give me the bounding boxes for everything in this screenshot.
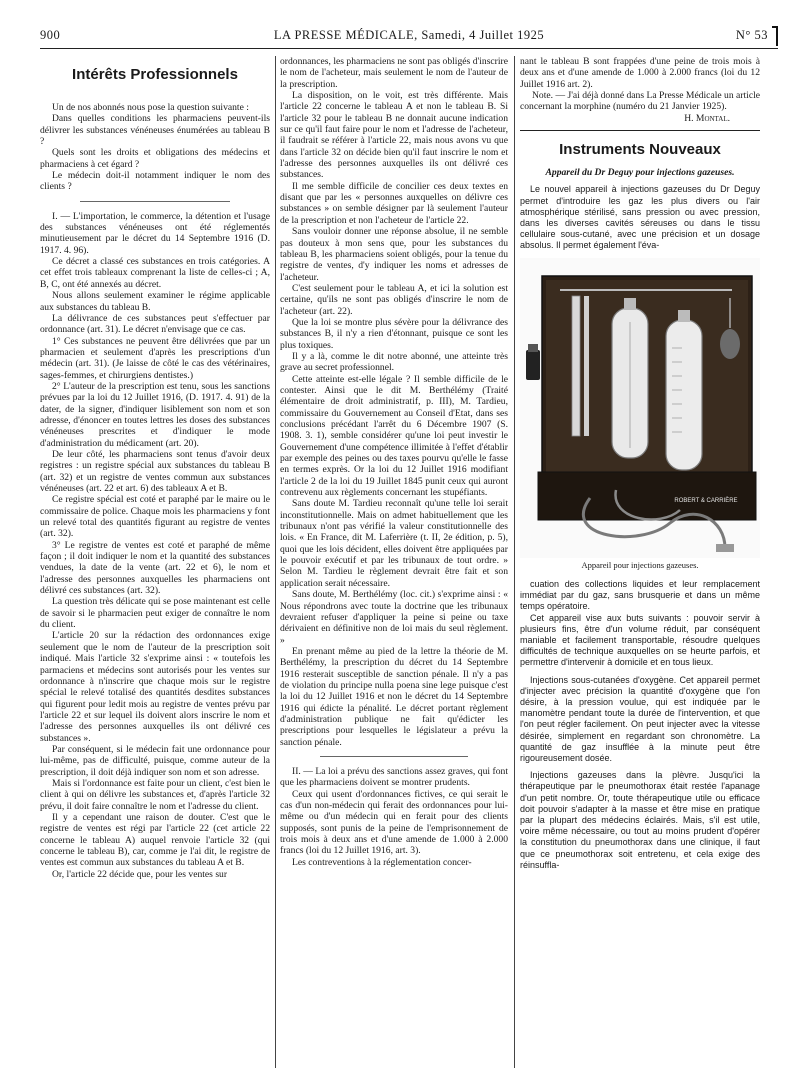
- paragraph: Ce registre spécial est coté et paraphé par le maire ou le commissaire de police. Chaque mois les pharmaciens y font un relevé total des quantités figurant au registre de ventes (art. 32).: [40, 494, 270, 540]
- paragraph: I. — L'importation, le commerce, la détention et l'usage des substances vénéneuses ont été réglementés minutieusement par le décret du 14 Septembre 1916 (D. 1917. 4. 96).: [40, 210, 270, 256]
- separator: [320, 756, 468, 758]
- section-title-interets: Intérêts Professionnels: [72, 66, 238, 83]
- paragraph: La question très délicate qui se pose maintenant est celle de savoir si le pharmacien peut exiger de connaître le nom du client.: [40, 596, 270, 631]
- paragraph: La délivrance de ces substances peut s'effectuer par ordonnance (art. 31). Le décret n'envisage que ce cas.: [40, 312, 270, 336]
- paragraph: Sans vouloir donner une réponse absolue, il ne semble pas douteux à mon sens que, pour les substances du tableau B, les pharmaciens soient obligés, pour la tenue du registre de ventes, d'y indiquer les noms et adresses de l'acheteur.: [280, 226, 508, 283]
- paragraph: En prenant même au pied de la lettre la théorie de M. Berthélémy, la prescription du décret du 14 Septembre 1916 resterait susceptible de sanction pénale. Il n'y a pas de violation du principe nulla poena sine lege puisque c'est la loi du 12 Juillet 1916 et non le décret du 14 Septembre 1916 qui édicte la pénalité. Le décret portant règlement d'administration publique ne fait qu'édicter les prescriptions pour lesquelles le législateur a prévu la sanction pénale.: [280, 645, 508, 748]
- column-1: [40, 56, 270, 1068]
- paragraph: Cette atteinte est-elle légale ? Il semble difficile de le contester. Ainsi que le dit M. Berthélémy (Traité élémentaire de droit administratif, p. III), M. Tardieu, commissaire du Gouvernement au Conseil d'Etat, dans ses conclusions précédant l'arrêt du 6 Décembre 1907 (S. 1908. 3. 1), semble considérer qu'une loi peut investir le Gouvernement d'une compétence illimitée à l'effet d'établir par exemple des peines ou des taxes pourvu qu'elle le fasse en termes exprès. Or la loi du 12 Juillet 1916 modifiant l'article 2 de la loi du 19 Juillet 1845 punit ceux qui auront contrevenu aux règlements concernant les stupéfiants.: [280, 373, 508, 499]
- article-subtitle: Appareil du Dr Deguy pour injections gazeuses.: [545, 167, 735, 179]
- column-2: [280, 56, 508, 1068]
- paragraph: Injections gazeuses dans la plèvre. Jusqu'ici la thérapeutique par le pneumothorax était restée l'apanage d'un petit nombre. Or, toute thérapeutique utile ou efficace doit pouvoir s'adapter à la masse et être mise en pratique par la plupart des médecins éclairés. Mais, s'il est utile, voire même nécessaire, ou tout au moins prudent d'opérer la constitution du pneumothorax dans une clinique, il faut que ce pneumothorax soit entretenu, et cela exige des réinsuffla-: [520, 770, 760, 870]
- page-number: 900: [40, 28, 61, 42]
- paragraph: Que la loi se montre plus sévère pour la délivrance des substances B, il n'y a rien d'étonnant, puisque ce sont les plus toxiques.: [280, 316, 508, 351]
- paragraph: Ceux qui usent d'ordonnances fictives, ce qui serait le cas d'un non-médecin qui ferait des ordonnances pour lui-même ou d'un médecin qui en ferait pour des clients supposés, sont punis de la peine de l'emprisonnement de trois mois à deux ans et d'une amende de 1.000 à 2.000 francs (loi du 12 Juillet 1916, art. 3).: [280, 788, 508, 857]
- apparatus-illustration: [520, 258, 760, 558]
- paragraph: 3° Le registre de ventes est coté et paraphé de même façon ; il doit indiquer le nom et la quantité des substances vendues, la date de la vente (art. 22 et 6), le nom et l'adresse des personnes auxquelles les pharmaciens ont délivré ces substances (art. 32).: [40, 539, 270, 597]
- paragraph: Dans quelles conditions les pharmaciens peuvent-ils délivrer les substances vénéneuses énumérées au tableau B ?: [40, 113, 270, 148]
- paragraph: 2° L'auteur de la prescription est tenu, sous les sanctions prévues par la loi du 12 Juillet 1916, (D. 1917. 4. 91) de la dater, de la signer, d'indiquer lisiblement son nom et son adresse, d'énoncer en toutes lettres les doses des substances vénéneuses prescrites et d'indiquer le mode d'administration du médicament (art. 20).: [40, 380, 270, 449]
- paragraph: Cet appareil vise aux buts suivants : pouvoir servir à plusieurs fins, être d'un volume réduit, par conséquent maniable et facilement transportable, résoudre quelques difficultés de technique auxquelles on se heurte parfois, et permettre d'intervenir à domicile et en tous lieux.: [520, 612, 760, 668]
- issue-number: N° 53: [735, 28, 768, 42]
- paragraph: Ce décret a classé ces substances en trois catégories. A cet effet trois tableaux comprenant la liste de celles-ci ; A, B, C, ont été annexés au décret.: [40, 256, 270, 290]
- paragraph: 1° Ces substances ne peuvent être délivrées que par un pharmacien et seulement d'après les prescriptions d'un médecin (art. 31). (Je laisse de côté le cas des vétérinaires, sages-femmes, et chirurgiens dentistes.): [40, 335, 270, 381]
- paragraph: Le nouvel appareil à injections gazeuses du Dr Deguy permet d'introduire les gaz les plus divers ou l'air atmosphérique stérilisé, sans pression ou avec pression, dans les diverses cavités séreuses ou dans le tissu cellulaire sous-cutané, avec une précision et un dosage absolus. Il permet également l'éva-: [520, 184, 760, 251]
- paragraph: Par conséquent, si le médecin fait une ordonnance pour lui-même, pas de difficulté, puisque, comme auteur de la prescription, il doit déjà indiquer son nom et son adresse.: [40, 743, 270, 778]
- section-title-instruments: Instruments Nouveaux: [520, 130, 760, 159]
- paragraph: nant le tableau B sont frappées d'une peine de trois mois à deux ans et d'une amende de 1.000 à 2.000 francs (loi du 12 Juillet 1916 art. 2).: [520, 56, 760, 90]
- paragraph: De leur côté, les pharmaciens sont tenus d'avoir deux registres : un registre spécial aux substances du tableau B (art. 32) et un registre de ventes commun aux substances vénéneuses (art. 22 et art. 6) des tableaux A et B.: [40, 448, 270, 494]
- paragraph: II. — La loi a prévu des sanctions assez graves, qui font que les pharmaciens doivent se montrer prudents.: [280, 765, 508, 789]
- paragraph: Il me semble difficile de concilier ces deux textes en disant que par les « personnes auxquelles on délivre ces substances » on semble désigner par là seulement l'auteur de la prescription et non l'acheteur de l'article 22.: [280, 180, 508, 226]
- paragraph: Sans doute, M. Berthélémy (loc. cit.) s'exprime ainsi : « Nous répondrons avec toute la doctrine que les tribunaux devraient refuser d'appliquer la peine si peine ou taxe dérivaient en définitive non de loi mais du seul règlement. »: [280, 589, 508, 646]
- paragraph: C'est seulement pour le tableau A, et ici la solution est certaine, qu'ils ne sont pas obligés d'inscrire le nom de l'acheteur (art. 22).: [280, 282, 508, 317]
- column-3: [520, 56, 760, 1068]
- column-divider-2: [514, 56, 515, 1068]
- column-divider-1: [275, 56, 276, 1068]
- paragraph: Il y a cependant une raison de douter. C'est que le registre de ventes est régi par l'article 22 (cet article 22 concerne le tableau A) auquel renvoie l'article 32 (qui concerne le tableau B), car, comme je l'ai dit, le registre de ventes est commun aux substances du tableau A et B.: [40, 811, 270, 869]
- corner-bracket: [772, 26, 778, 46]
- author-signature: H. Montal.: [684, 112, 730, 124]
- apparatus-photo: [520, 258, 760, 558]
- paragraph: Le médecin doit-il notamment indiquer le nom des clients ?: [40, 170, 270, 193]
- paragraph: cuation des collections liquides et leur remplacement immédiat par du gaz, sans brusquerie et dans un même temps opératoire.: [520, 578, 760, 612]
- paragraph: Sans doute M. Tardieu reconnaît qu'une telle loi serait inconstitutionnelle. Mais on admet habituellement que les tribunaux n'ont pas vérifié la valeur constitutionnelle des lois. « En France, dit M. Laferrière (t. II, 2e édition, p. 5), quoi que les lois décident, elles doivent être appliquées par le pouvoir exécutif et par les tribunaux de tout ordre. » Selon M. Tardieu le règlement devrait être fait et son application serait nécessaire.: [280, 498, 508, 589]
- article-body: [520, 184, 760, 251]
- paragraph: Injections sous-cutanées d'oxygène. Cet appareil permet d'injecter avec précision la quantité d'oxygène que l'on désire, à la pression voulue, qui est indiquée par le manomètre pendant toute la durée de l'intervention, et que l'on peut régler facilement. On peut injecter avec la vitesse désirée, simplement en regardant son chronomètre. La quantité de gaz insufflée à la minute peut être rigoureusement dosée.: [520, 674, 760, 764]
- paragraph: Or, l'article 22 décide que, pour les ventes sur: [52, 868, 228, 880]
- article-body-continued: [520, 579, 760, 871]
- paragraph: ordonnances, les pharmaciens ne sont pas obligés d'inscrire le nom de l'acheteur, mais seulement le nom de l'auteur de la prescription.: [280, 56, 508, 90]
- page-header: [40, 28, 778, 46]
- header-rule: [40, 48, 778, 49]
- paragraph: La disposition, on le voit, est très différente. Mais l'article 22 concerne le tableau A et non le tableau B. Si l'article 32 pour le tableau B ne donnait aucune indication sur ce qu'il faut faire pour le nom et l'adresse de l'acheteur, il faudrait se référer à l'article 22, mais nous avons vu que dans l'article 32 on décide bien qu'il faut inscrire le nom et l'adresse des personnes auxquelles ils ont délivré ces substances.: [280, 90, 508, 181]
- separator: [80, 201, 230, 203]
- paragraph: Quels sont les droits et obligations des médecins et pharmaciens à cet égard ?: [40, 147, 270, 170]
- note-paragraph: Note. — J'ai déjà donné dans La Presse Médicale un article concernant la morphine (numéro du 21 Janvier 1925).: [520, 90, 760, 113]
- paragraph: Il y a là, comme le dit notre abonné, une atteinte très grave au secret professionnel.: [280, 350, 508, 374]
- paragraph: Mais si l'ordonnance est faite pour un client, c'est bien le client à qui on délivre les substances et, d'après l'article 32 prévu, il doit faire connaître le nom et l'adresse du client.: [40, 777, 270, 812]
- paragraph: Un de nos abonnés nous pose la question suivante :: [52, 102, 249, 113]
- paragraph: L'article 20 sur la rédaction des ordonnances exige seulement que le nom de l'auteur de la prescription soit indiqué. Mais l'article 32 s'exprime ainsi : « toutefois les parmaciens et médecins sont autorisés pour les ventes sur ordonnance à n'inscrire que chaque mois sur le registre spécial le relevé totalisé des quantités desdites substances qui figurent pour ledit mois au registre de ventes prévu par l'article 22 et sur lequel ils doivent alors inscrire le nom et l'adresse des personnes auxquelles ils ont délivré ces substances ».: [40, 630, 270, 744]
- figure-caption: Appareil pour injections gazeuses.: [581, 559, 699, 570]
- paragraph: Nous allons seulement examiner le régime applicable aux substances du tableau B.: [40, 290, 270, 313]
- journal-title: LA PRESSE MÉDICALE, Samedi, 4 Juillet 1925: [273, 28, 545, 42]
- photo-credit: ROBERT & CARRIÈRE: [674, 497, 738, 504]
- paragraph: Les contreventions à la réglementation concer-: [292, 856, 472, 868]
